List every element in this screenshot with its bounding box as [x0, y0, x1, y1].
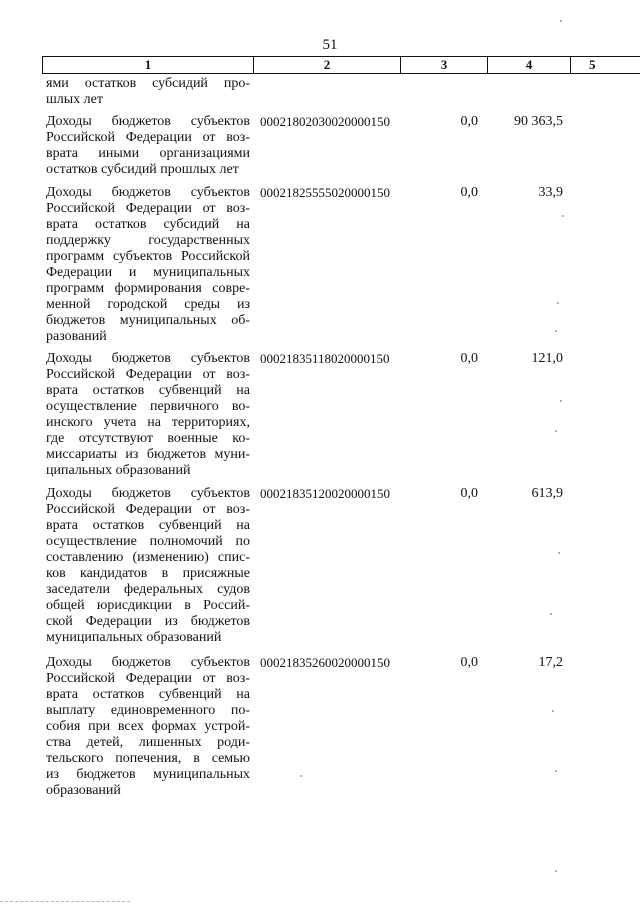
- description-line: где отсутствуют военные ко-: [46, 431, 250, 446]
- description-line: остатков субсидий прошлых лет: [46, 162, 239, 177]
- row-code: 00021835260020000150: [260, 655, 390, 670]
- description-line: программ субъектов Российской: [46, 249, 250, 264]
- description-line: врата остатков субвенций на: [46, 518, 250, 533]
- scan-speck: [555, 870, 557, 872]
- description-line: Доходы бюджетов субъектов: [46, 114, 250, 129]
- description-line: ской Федерации из бюджетов: [46, 614, 250, 629]
- page-number: 51: [322, 37, 338, 53]
- row-value-col4: 33,9: [538, 185, 563, 200]
- description-line: осуществление полномочий по: [46, 534, 250, 549]
- description-line: ства детей, лишенных роди-: [46, 735, 250, 750]
- description-line: менной городской среды из: [46, 297, 250, 312]
- description-line: Российской Федерации от воз-: [46, 502, 250, 517]
- description-line: Российской Федерации от воз-: [46, 367, 250, 382]
- scan-speck: [555, 430, 557, 432]
- description-line: шлых лет: [46, 92, 103, 107]
- description-line: программ формирования совре-: [46, 281, 250, 296]
- description-line: Федерации и муниципальных: [46, 265, 250, 280]
- scan-speck: [562, 215, 564, 217]
- row-code: 00021835118020000150: [260, 351, 390, 366]
- row-value-col4: 613,9: [531, 486, 563, 501]
- scan-speck: [557, 302, 559, 304]
- table-row: [46, 655, 640, 799]
- header-cell-2: 2: [254, 57, 401, 73]
- description-line: поддержку государственных: [46, 233, 250, 248]
- description-line: общей юрисдикции в Россий-: [46, 598, 250, 613]
- scan-speck: [300, 775, 302, 777]
- table-body: [46, 76, 640, 799]
- row-description: [46, 114, 250, 178]
- row-description: [46, 351, 250, 479]
- row-description: [46, 655, 250, 799]
- row-value-col3: 0,0: [460, 486, 478, 501]
- description-line: из бюджетов муниципальных: [46, 767, 250, 782]
- table-row: [46, 76, 640, 108]
- scan-speck: [555, 770, 557, 772]
- header-cell-5: 5: [589, 57, 596, 72]
- description-line: Доходы бюджетов субъектов: [46, 185, 250, 200]
- description-line: ципальных образований: [46, 463, 191, 478]
- scan-speck: [550, 613, 552, 615]
- row-value-col3: 0,0: [460, 114, 478, 129]
- scan-speck: [560, 400, 562, 402]
- description-line: инского учета на территориях,: [46, 415, 250, 430]
- header-cell-1: 1: [43, 57, 254, 73]
- row-description: [46, 486, 250, 646]
- header-cell-3: 3: [401, 57, 488, 73]
- table-row: [46, 351, 640, 479]
- table-row: [46, 114, 640, 178]
- scan-speck: [555, 330, 557, 332]
- description-line: ков кандидатов в присяжные: [46, 566, 250, 581]
- description-line: выплату единовременного по-: [46, 703, 250, 718]
- description-line: ями остатков субсидий про-: [46, 76, 250, 91]
- description-line: муниципальных образований: [46, 630, 222, 645]
- description-line: Российской Федерации от воз-: [46, 201, 250, 216]
- row-code: 00021835120020000150: [260, 486, 390, 501]
- scan-speck: [558, 552, 560, 554]
- row-value-col4: 90 363,5: [514, 114, 563, 129]
- description-line: врата остатков субвенций на: [46, 383, 250, 398]
- description-line: Доходы бюджетов субъектов: [46, 655, 250, 670]
- row-description: [46, 185, 250, 345]
- scan-edge-mark: [0, 901, 130, 902]
- description-line: Доходы бюджетов субъектов: [46, 351, 250, 366]
- description-line: бюджетов муниципальных об-: [46, 313, 250, 328]
- scan-speck: [552, 710, 554, 712]
- description-line: заседатели федеральных судов: [46, 582, 250, 597]
- table-row: [46, 185, 640, 345]
- description-line: составлению (изменению) спис-: [46, 550, 250, 565]
- row-value-col4: 17,2: [538, 655, 563, 670]
- scan-speck: [560, 20, 562, 22]
- description-line: собия при всех формах устрой-: [46, 719, 250, 734]
- row-value-col4: 121,0: [531, 351, 563, 366]
- description-line: разований: [46, 329, 107, 344]
- row-value-col3: 0,0: [460, 655, 478, 670]
- row-value-col3: 0,0: [460, 185, 478, 200]
- row-value-col3: 0,0: [460, 351, 478, 366]
- row-description: [46, 76, 250, 108]
- description-line: Российской Федерации от воз-: [46, 130, 250, 145]
- description-line: Российской Федерации от воз-: [46, 671, 250, 686]
- table-row: [46, 486, 640, 646]
- header-cell-4: 4: [488, 57, 571, 73]
- description-line: врата остатков субвенций на: [46, 687, 250, 702]
- description-line: тельского попечения, в семью: [46, 751, 250, 766]
- description-line: Доходы бюджетов субъектов: [46, 486, 250, 501]
- description-line: миссариаты из бюджетов муни-: [46, 447, 250, 462]
- description-line: осуществление первичного во-: [46, 399, 250, 414]
- description-line: врата остатков субсидий на: [46, 217, 250, 232]
- description-line: врата иными организациями: [46, 146, 250, 161]
- row-code: 00021802030020000150: [260, 114, 390, 129]
- row-code: 00021825555020000150: [260, 185, 390, 200]
- description-line: образований: [46, 783, 121, 798]
- table-header: [42, 56, 640, 74]
